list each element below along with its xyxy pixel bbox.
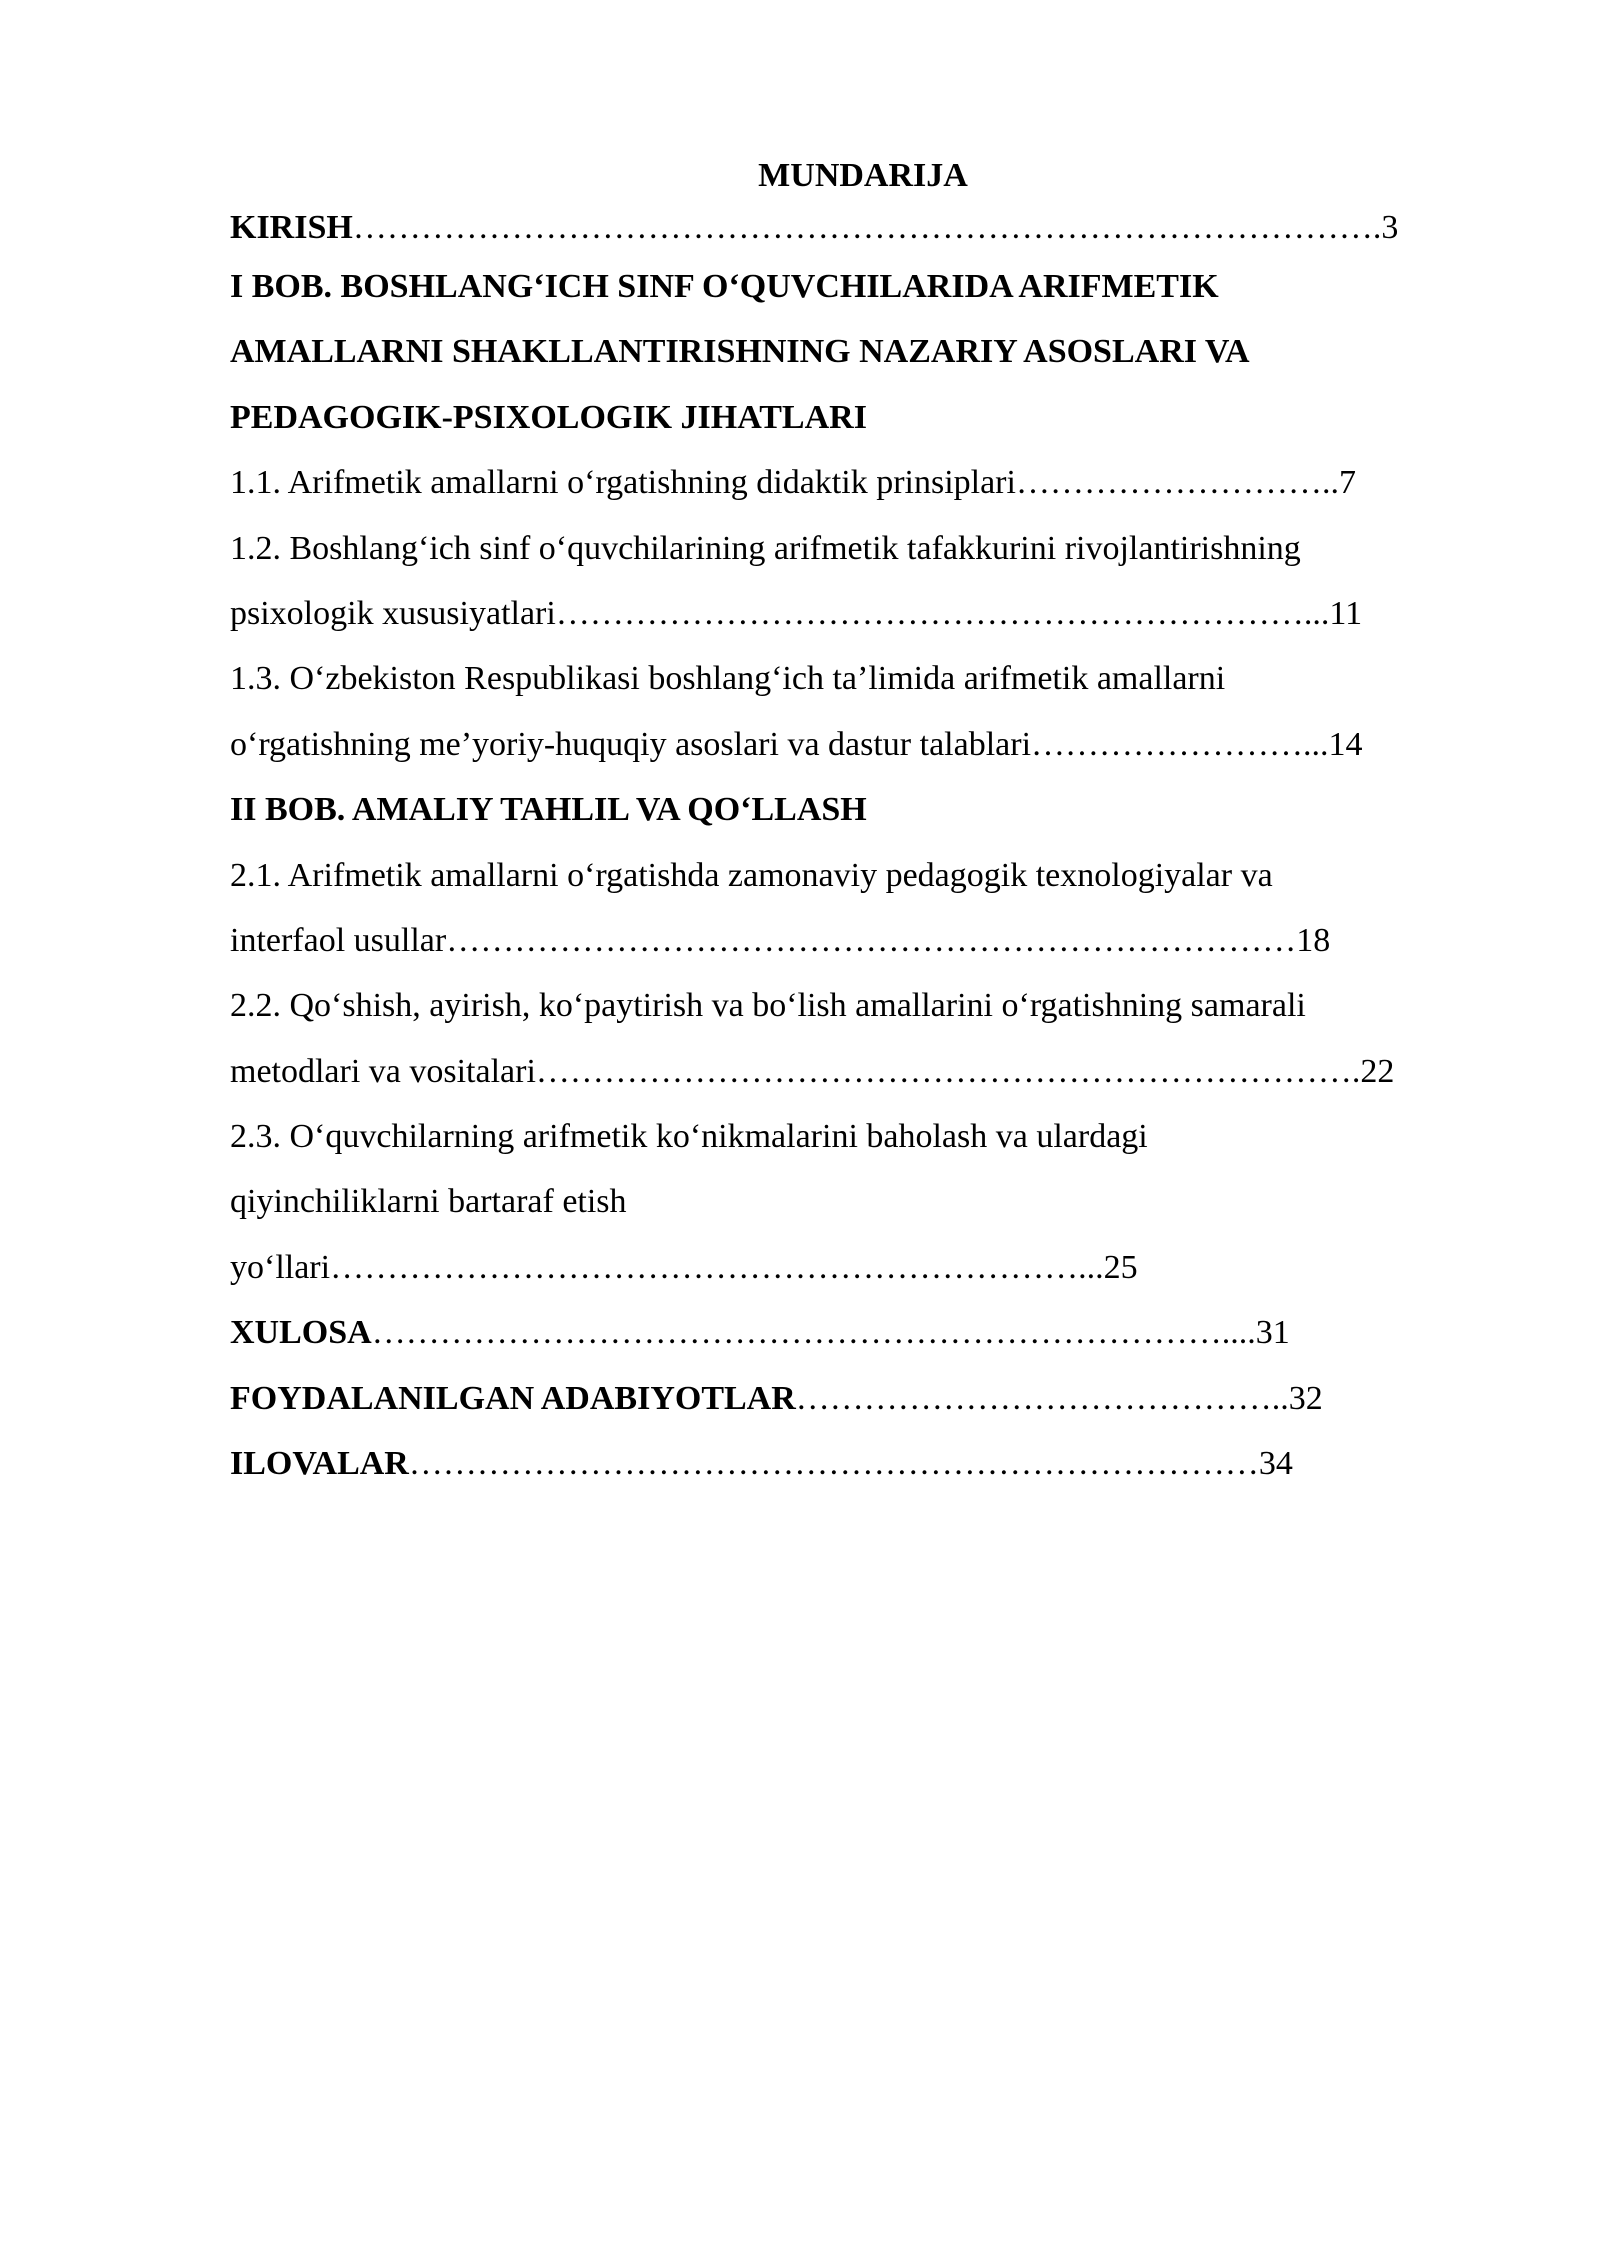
toc-chapter-2-heading xyxy=(230,777,1496,842)
toc-leader-dots: ………………………………………………………………….... xyxy=(371,1314,1256,1352)
toc-section-2-1-line-2 xyxy=(230,908,1496,973)
toc-entry-text: ILOVALAR xyxy=(230,1445,409,1483)
toc-leader-dots: ………………………………………………………………… xyxy=(446,921,1297,959)
toc-section-2-2-line-2 xyxy=(230,1039,1496,1104)
toc-section-1-2-line-2 xyxy=(230,581,1496,646)
toc-page-number: 11 xyxy=(1329,594,1363,632)
toc-page-number: 25 xyxy=(1103,1248,1138,1286)
toc-leader-dots: …………………………………………………………... xyxy=(330,1248,1104,1286)
toc-entry-text: AMALLARNI SHAKLLANTIRISHNING NAZARIY ASOSLARI VA xyxy=(230,333,1250,371)
toc-entry-text: 2.1. Arifmetik amallarni o‘rgatishda zamonaviy pedagogik texnologiyalar va xyxy=(230,856,1273,894)
toc-entry-text: psixologik xususiyatlari xyxy=(230,594,556,632)
toc-page-number: 22 xyxy=(1360,1052,1395,1090)
toc-entry-text: KIRISH xyxy=(230,209,353,246)
toc-entry-text: o‘rgatishning me’yoriy-huquqiy asoslari va dastur talablari xyxy=(230,725,1032,763)
toc-entry-text: 1.3. O‘zbekiston Respublikasi boshlang‘ich ta’limida arifmetik amallarni xyxy=(230,660,1226,698)
toc-line-ilovalar xyxy=(230,1431,1496,1496)
toc-section-1-3-line-2 xyxy=(230,712,1496,777)
toc-section-2-2-line-1 xyxy=(230,973,1496,1038)
toc-section-2-3-line-3 xyxy=(230,1235,1496,1300)
toc-entry-text: yo‘llari xyxy=(230,1248,331,1286)
toc-section-1-3-line-1 xyxy=(230,646,1496,711)
toc-entry-text: 2.2. Qo‘shish, ayirish, ko‘paytirish va bo‘lish amallarini o‘rgatishning samarali xyxy=(230,987,1306,1025)
toc-entry-text: II BOB. AMALIY TAHLIL VA QO‘LLASH xyxy=(230,791,867,829)
toc-leader-dots: ………………………………………………………………. xyxy=(535,1052,1361,1090)
toc-page-number: 7 xyxy=(1338,464,1356,502)
toc-entry-text: interfaol usullar xyxy=(230,921,447,959)
toc-chapter-1-heading-line-2 xyxy=(230,319,1496,384)
toc-entry-text: PEDAGOGIK-PSIXOLOGIK JIHATLARI xyxy=(230,398,867,436)
toc-page-number: 34 xyxy=(1258,1445,1293,1483)
toc-page-number: 3 xyxy=(1381,209,1399,246)
toc-leader-dots: ……………………….. xyxy=(1015,464,1339,502)
toc-section-2-3-line-1 xyxy=(230,1104,1496,1169)
toc-entry-text: 2.3. O‘quvchilarning arifmetik ko‘nikmalarini baholash va ulardagi xyxy=(230,1118,1148,1156)
toc-entry-text: 1.2. Boshlang‘ich sinf o‘quvchilarining arifmetik tafakkurini rivojlantirishning xyxy=(230,529,1301,567)
toc-entry-text: 1.1. Arifmetik amallarni o‘rgatishning didaktik prinsiplari xyxy=(230,464,1016,502)
toc-line-kirish xyxy=(230,202,1496,254)
toc-line-xulosa xyxy=(230,1300,1496,1365)
toc-section-2-1-line-1 xyxy=(230,843,1496,908)
toc-entry-text: FOYDALANILGAN ADABIYOTLAR xyxy=(230,1379,796,1417)
toc-entry-text: I BOB. BOSHLANG‘ICH SINF O‘QUVCHILARIDA ARIFMETIK xyxy=(230,268,1219,305)
toc-chapter-1-heading-line-3 xyxy=(230,385,1496,450)
toc-page-number: 18 xyxy=(1296,921,1331,959)
toc-page-number: 32 xyxy=(1288,1379,1323,1417)
toc-section-2-3-line-2 xyxy=(230,1169,1496,1234)
toc-line-foydalanilgan-adabiyotlar xyxy=(230,1366,1496,1431)
toc-title: MUNDARIJA xyxy=(758,157,968,194)
toc-entry-text: qiyinchiliklarni bartaraf etish xyxy=(230,1183,627,1221)
toc-leader-dots: ……………………... xyxy=(1031,725,1329,763)
toc-leader-dots: ………………………………………………………………… xyxy=(408,1445,1259,1483)
toc-page-number: 31 xyxy=(1255,1314,1290,1352)
toc-entry-text: XULOSA xyxy=(230,1314,372,1352)
table-of-contents xyxy=(230,150,1496,1496)
toc-section-1-1 xyxy=(230,450,1496,515)
toc-entry-text: metodlari va vositalari xyxy=(230,1052,536,1090)
toc-section-1-2-line-1 xyxy=(230,516,1496,581)
toc-leader-dots: …………………………………………………………... xyxy=(555,594,1330,632)
toc-leader-dots: ………………………………………………………………………………. xyxy=(352,209,1382,246)
toc-page-number: 14 xyxy=(1328,725,1363,763)
toc-chapter-1-heading-line-1 xyxy=(230,254,1496,319)
toc-leader-dots: …………………………………….. xyxy=(795,1379,1289,1417)
